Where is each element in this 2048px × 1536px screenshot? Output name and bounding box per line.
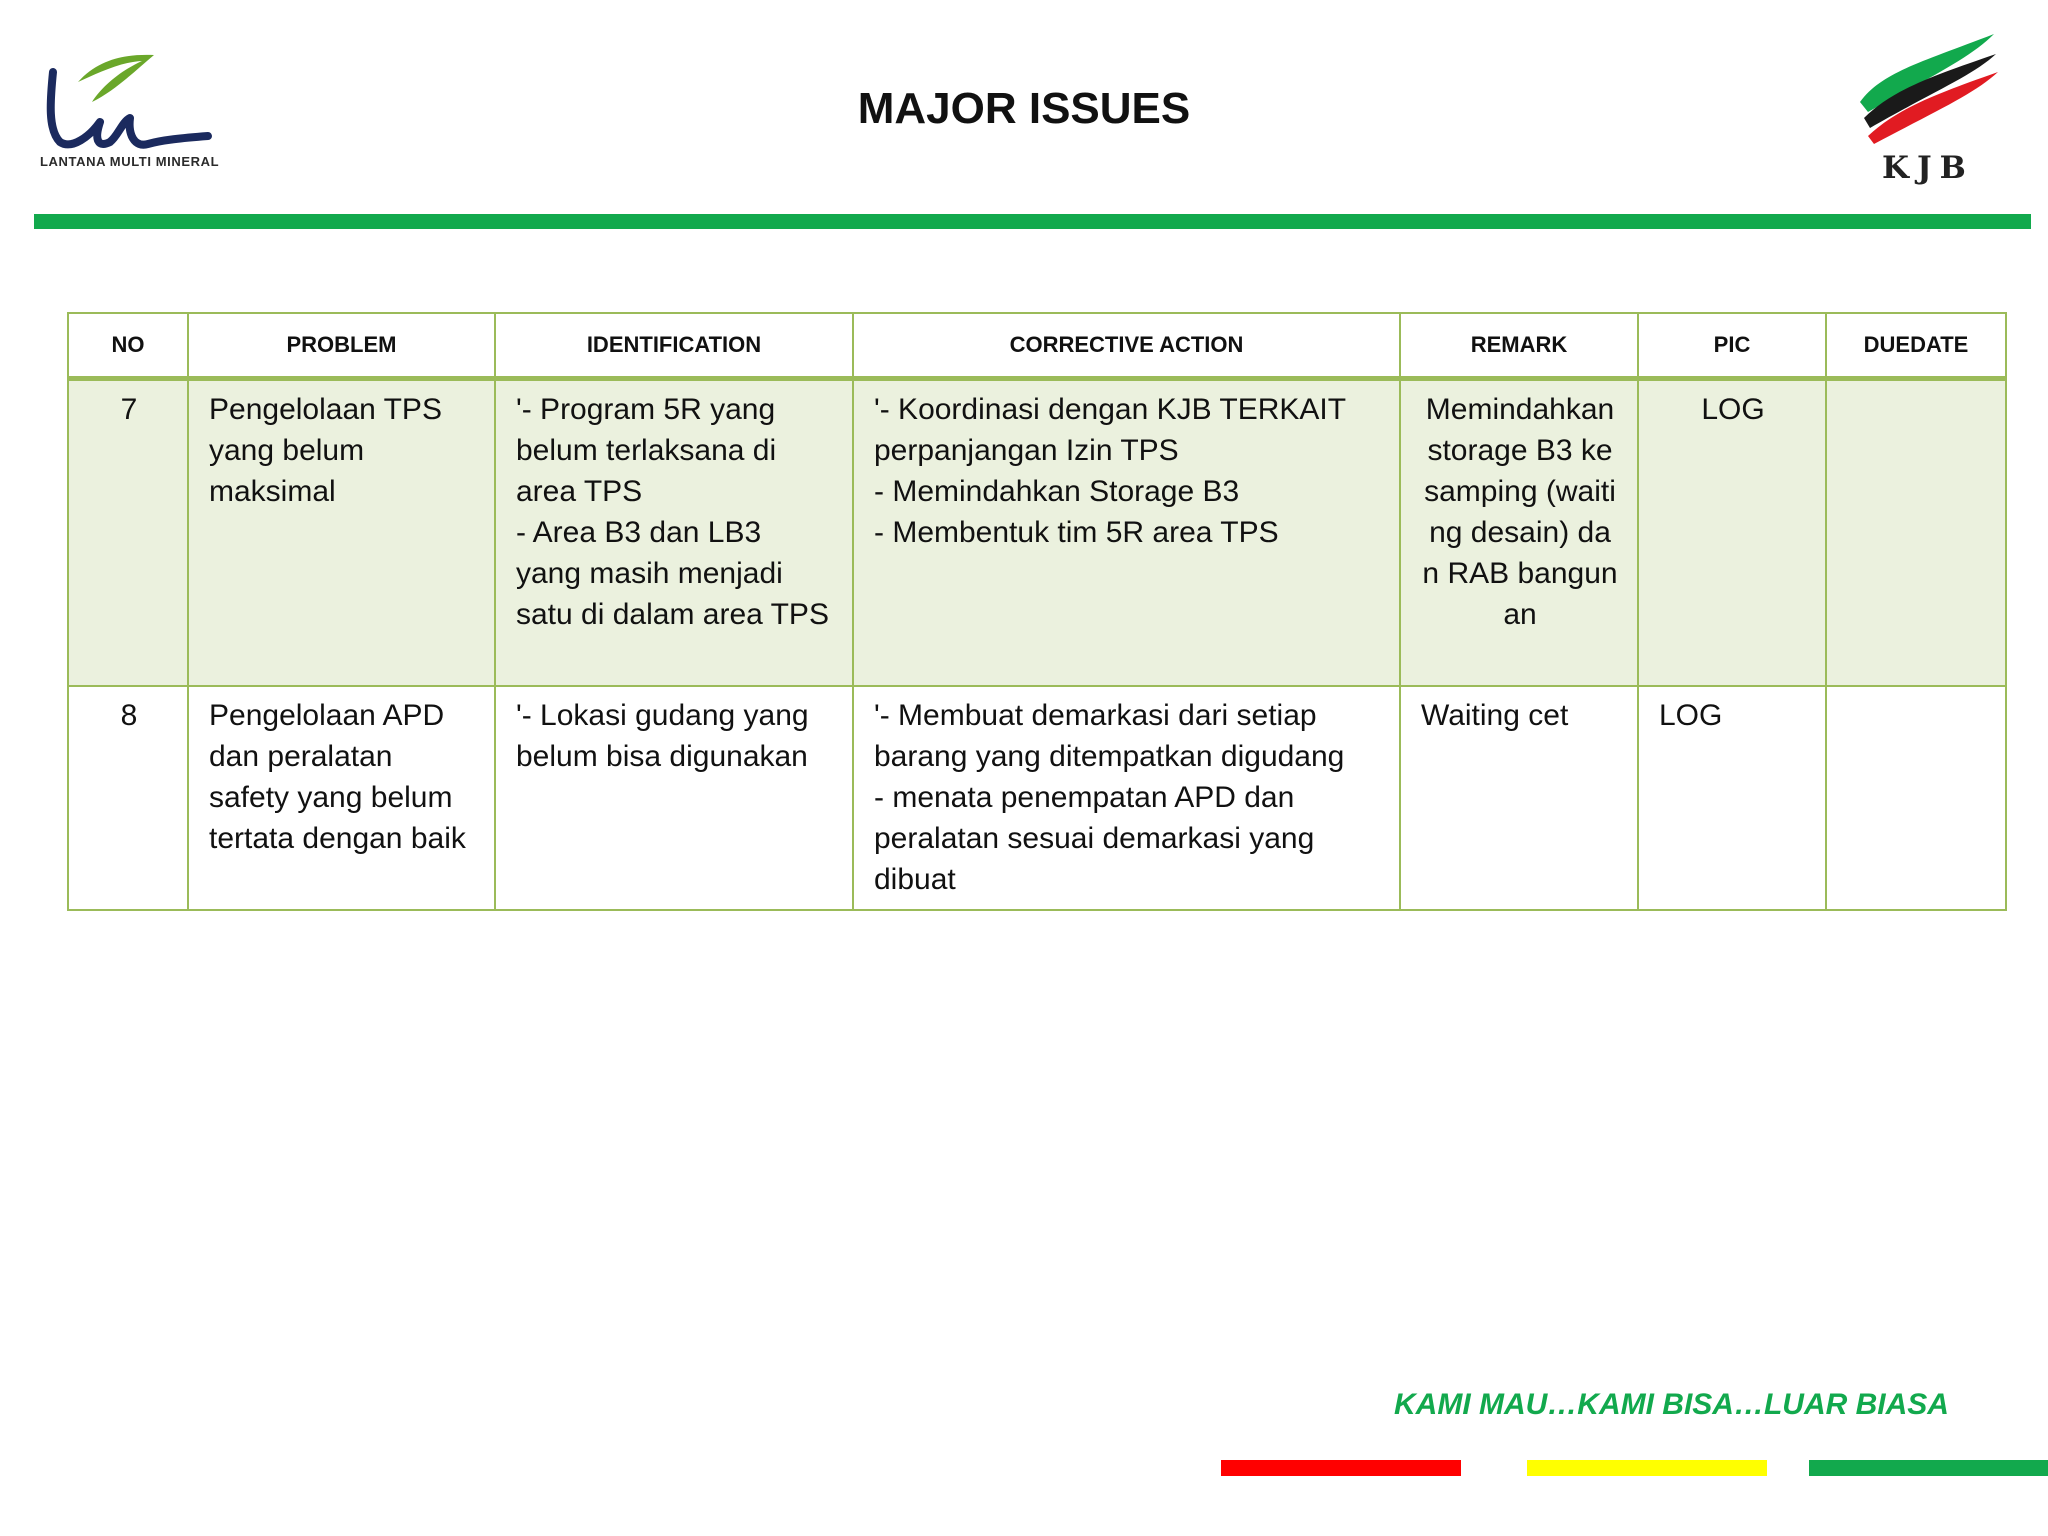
column-header-duedate: DUEDATE	[1826, 313, 2006, 379]
major-issues-table	[67, 312, 2007, 911]
column-header-no: NO	[68, 313, 188, 379]
cell-remark: Waiting cet	[1400, 686, 1638, 910]
footer-bar-yellow	[1527, 1460, 1767, 1476]
column-header-remark: REMARK	[1400, 313, 1638, 379]
table-header-row	[68, 313, 2006, 379]
cell-corrective-action: '- Membuat demarkasi dari setiap barang yang ditempatkan digudang - menata penempatan APD dan peralatan sesuai demarkasi yang dibuat	[853, 686, 1400, 910]
cell-remark: Memindahkan storage B3 kesamping (waiting desain) dan RAB bangunan	[1400, 379, 1638, 687]
cell-identification: '- Lokasi gudang yang belum bisa digunakan	[495, 686, 853, 910]
column-header-identification: IDENTIFICATION	[495, 313, 853, 379]
cell-problem: Pengelolaan TPS yang belum maksimal	[188, 379, 495, 687]
kjb-logo	[1852, 32, 2002, 202]
cell-problem: Pengelolaan APD dan peralatan safety yang belum tertata dengan baik	[188, 686, 495, 910]
footer-bar-red	[1221, 1460, 1461, 1476]
cell-identification: '- Program 5R yang belum terlaksana di area TPS - Area B3 dan LB3 yang masih menjadi satu di dalam area TPS	[495, 379, 853, 687]
cell-corrective-action: '- Koordinasi dengan KJB TERKAIT perpanjangan Izin TPS - Memindahkan Storage B3 - Membentuk tim 5R area TPS	[853, 379, 1400, 687]
header-divider	[34, 214, 2031, 229]
column-header-problem: PROBLEM	[188, 313, 495, 379]
cell-pic: LOG	[1638, 686, 1826, 910]
cell-duedate	[1826, 686, 2006, 910]
column-header-pic: PIC	[1638, 313, 1826, 379]
kjb-logo-flag	[1852, 32, 2002, 152]
table-row	[68, 686, 2006, 910]
cell-no: 8	[68, 686, 188, 910]
column-header-corrective-action: CORRECTIVE ACTION	[853, 313, 1400, 379]
cell-pic: LOG	[1638, 379, 1826, 687]
page-title: MAJOR ISSUES	[857, 84, 1191, 133]
table-row	[68, 379, 2006, 687]
footer-bar-green	[1809, 1460, 2048, 1476]
kjb-logo-text: KJB	[1882, 150, 1974, 186]
footer-slogan: KAMI MAU…KAMI BISA…LUAR BIASA	[1394, 1388, 1949, 1421]
cell-no: 7	[68, 379, 188, 687]
lantana-logo-text: LANTANA MULTI MINERAL	[40, 154, 220, 169]
cell-duedate	[1826, 379, 2006, 687]
